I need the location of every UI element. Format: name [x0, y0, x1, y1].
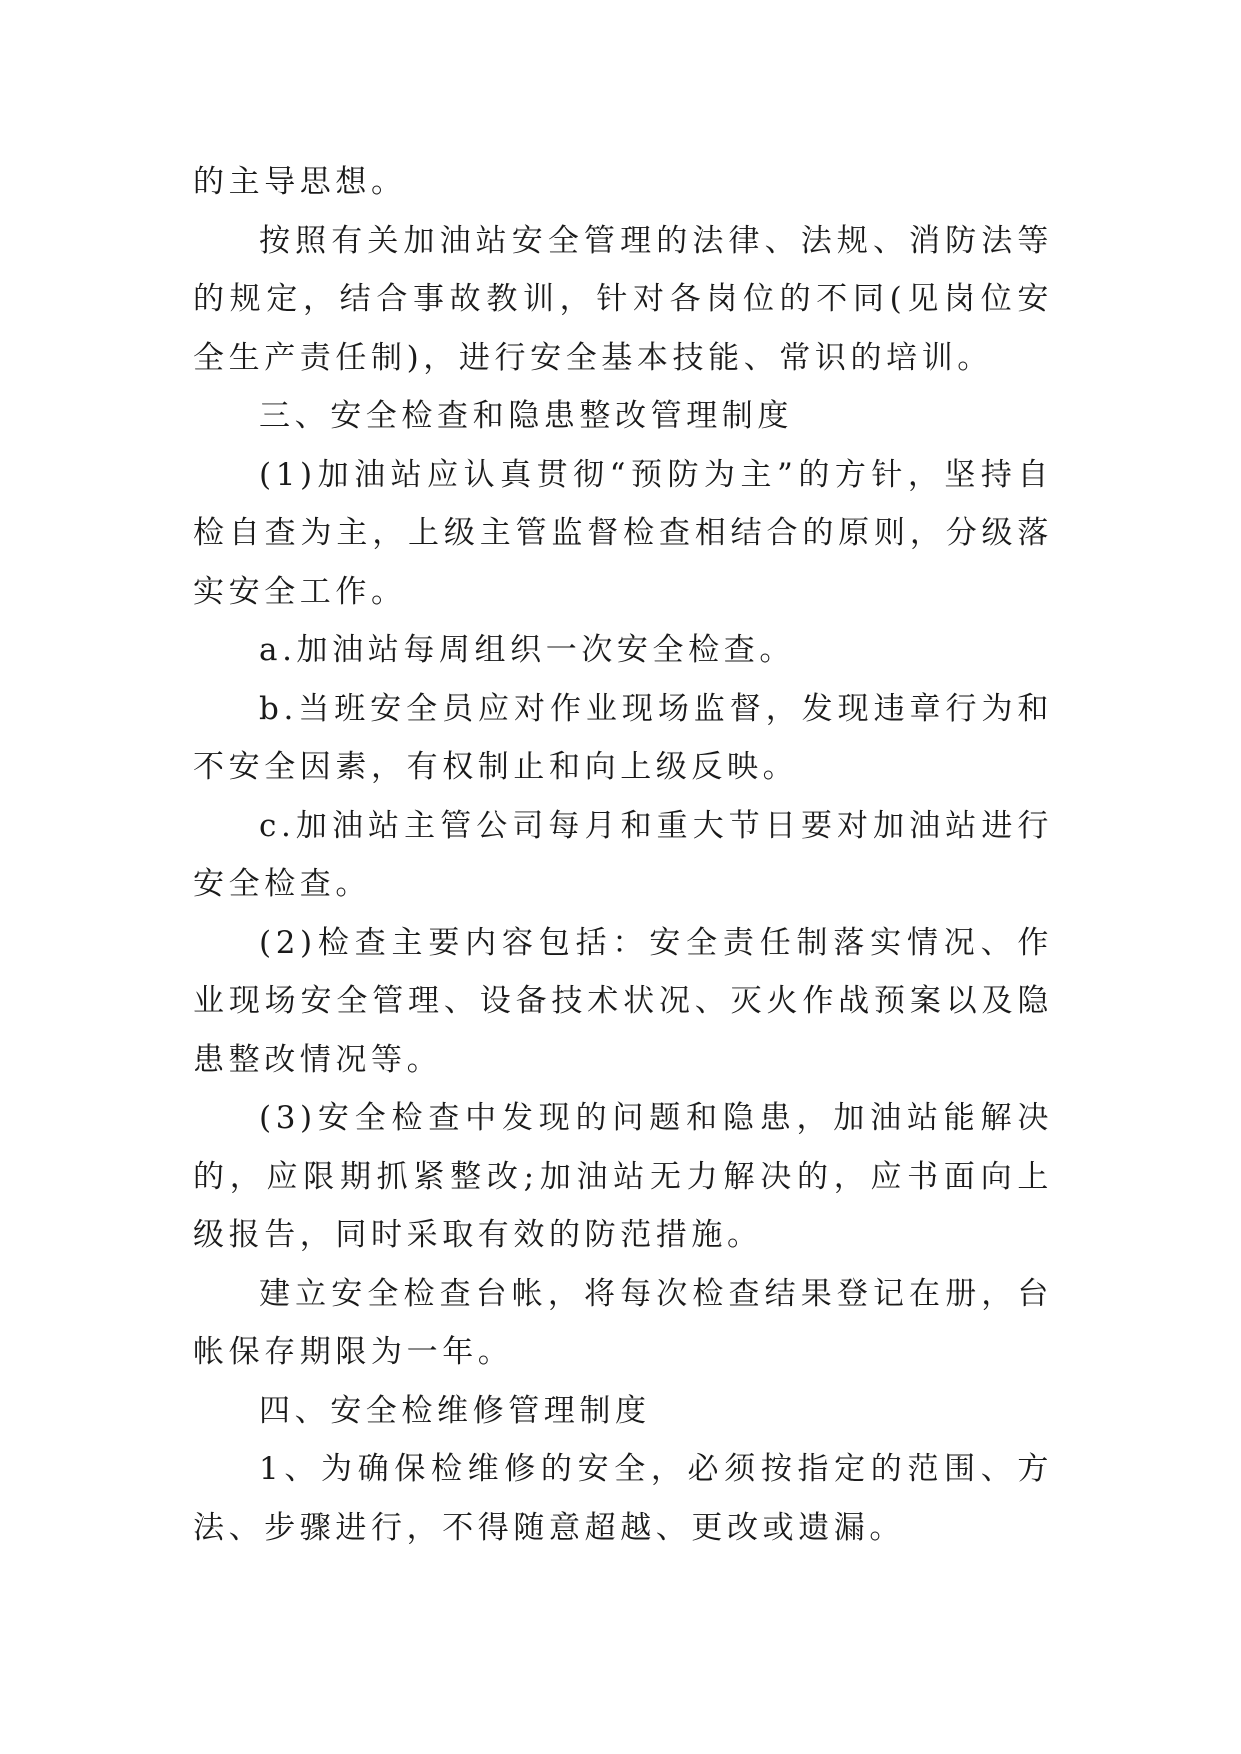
document-body [193, 153, 1053, 1557]
paragraph-ledger: 建立安全检查台帐，将每次检查结果登记在册，台帐保存期限为一年。 [193, 1275, 1053, 1370]
paragraph-item-3: (3)安全检查中发现的问题和隐患，加油站能解决的，应限期抓紧整改;加油站无力解决的，应书面向上级报告，同时采取有效的防范措施。 [193, 1100, 1053, 1253]
paragraph-item-b: b.当班安全员应对作业现场监督，发现违章行为和不安全因素，有权制止和向上级反映。 [193, 690, 1053, 785]
paragraph-item-1: (1)加油站应认真贯彻“预防为主”的方针，坚持自检自查为主，上级主管监督检查相结合的原则，分级落实安全工作。 [193, 456, 1053, 610]
paragraph-item-c: c.加油站主管公司每月和重大节日要对加油站进行安全检查。 [193, 807, 1053, 902]
paragraph-item-2: (2)检查主要内容包括：安全责任制落实情况、作业现场安全管理、设备技术状况、灭火作战预案以及隐患整改情况等。 [193, 924, 1053, 1078]
paragraph-maintenance-1: 1、为确保检维修的安全，必须按指定的范围、方法、步骤进行，不得随意超越、更改或遗漏。 [193, 1451, 1053, 1546]
paragraph-continuation: 的主导思想。 [193, 164, 407, 200]
paragraph-item-a: a.加油站每周组织一次安全检查。 [259, 632, 795, 668]
section-heading-3: 三、安全检查和隐患整改管理制度 [259, 398, 793, 434]
paragraph-training: 按照有关加油站安全管理的法律、法规、消防法等的规定，结合事故教训，针对各岗位的不同(见岗位安全生产责任制)，进行安全基本技能、常识的培训。 [193, 222, 1053, 376]
section-heading-4: 四、安全检维修管理制度 [259, 1392, 651, 1429]
